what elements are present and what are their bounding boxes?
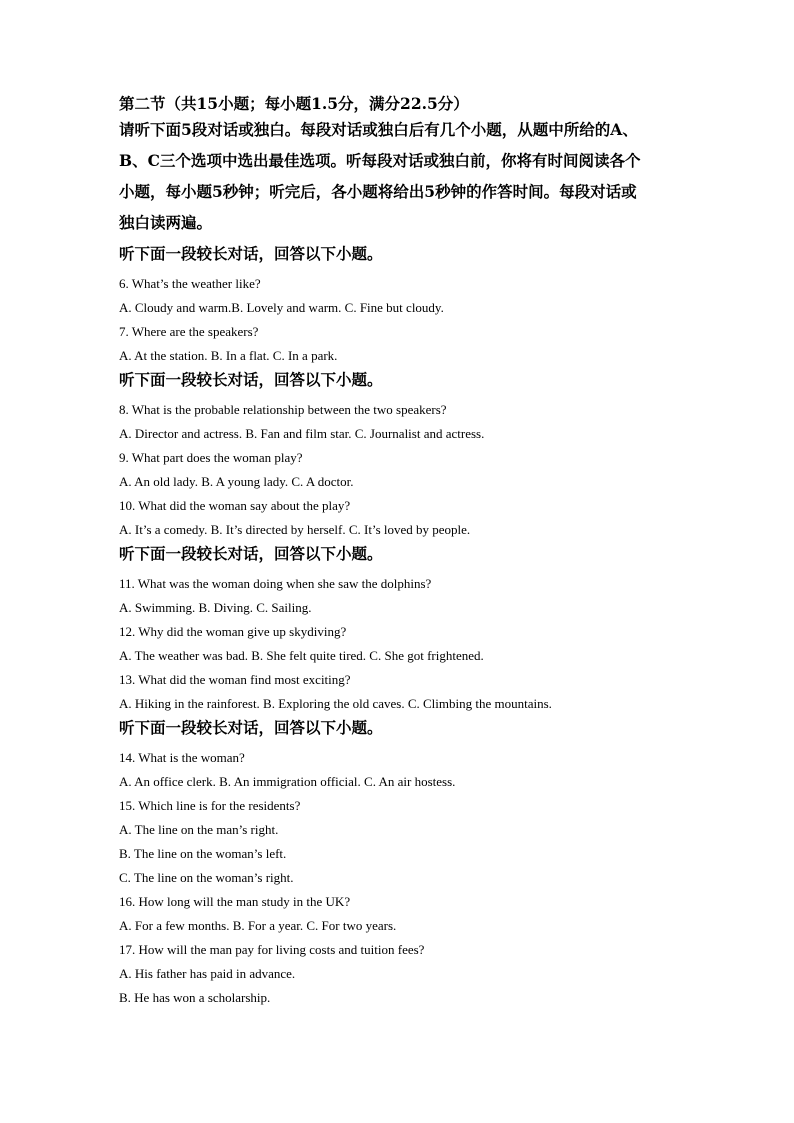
section-heading: 听下面一段较长对话，回答以下小题。 [119,544,383,563]
section-heading: 听下面一段较长对话，回答以下小题。 [119,370,383,389]
instructions [119,118,679,242]
section-title: 第二节（共15小题；每小题1.5分，满分22.5分） [119,94,469,113]
option-line: B. He has won a scholarship. [119,990,271,1005]
question-line: 9. What part does the woman play? [119,450,303,465]
question-line: 17. How will the man pay for living costs and tuition fees? [119,942,425,957]
options-line: A. Hiking in the rainforest. B. Exploring the old caves. C. Climbing the mountains. [119,696,552,711]
question-line: 6. What’s the weather like? [119,276,261,291]
question-line: 13. What did the woman find most exciting? [119,672,351,687]
dialogue-section-4 [119,716,679,1010]
options-line: A. For a few months. B. For a year. C. For two years. [119,918,397,933]
instruction-line: B、C三个选项中选出最佳选项。听每段对话或独白前，你将有时间阅读各个 [119,151,641,170]
dialogue-section-1 [119,242,679,368]
dialogue-section-2 [119,368,679,542]
options-line: A. Cloudy and warm.B. Lovely and warm. C. Fine but cloudy. [119,300,444,315]
options-line: A. Swimming. B. Diving. C. Sailing. [119,600,312,615]
question-line: 14. What is the woman? [119,750,245,765]
instruction-line: 独白读两遍。 [119,213,213,232]
options-line: A. An old lady. B. A young lady. C. A doctor. [119,474,354,489]
option-line: C. The line on the woman’s right. [119,870,294,885]
question-line: 10. What did the woman say about the play? [119,498,351,513]
question-line: 7. Where are the speakers? [119,324,259,339]
question-line: 12. Why did the woman give up skydiving? [119,624,347,639]
question-line: 11. What was the woman doing when she saw the dolphins? [119,576,432,591]
option-line: B. The line on the woman’s left. [119,846,287,861]
question-line: 16. How long will the man study in the UK? [119,894,351,909]
options-line: A. The weather was bad. B. She felt quite tired. C. She got frightened. [119,648,484,663]
options-line: A. It’s a comedy. B. It’s directed by herself. C. It’s loved by people. [119,522,471,537]
option-line: A. His father has paid in advance. [119,966,296,981]
section-heading: 听下面一段较长对话，回答以下小题。 [119,718,383,737]
document-content [119,92,679,1010]
question-line: 15. Which line is for the residents? [119,798,301,813]
instruction-line: 小题，每小题5秒钟；听完后，各小题将给出5秒钟的作答时间。每段对话或 [119,182,637,201]
dialogue-section-3 [119,542,679,716]
section-heading: 听下面一段较长对话，回答以下小题。 [119,244,383,263]
option-line: A. The line on the man’s right. [119,822,279,837]
question-line: 8. What is the probable relationship between the two speakers? [119,402,447,417]
options-line: A. At the station. B. In a flat. C. In a park. [119,348,338,363]
options-line: A. Director and actress. B. Fan and film star. C. Journalist and actress. [119,426,485,441]
instruction-line: 请听下面5段对话或独白。每段对话或独白后有几个小题，从题中所给的A、 [119,120,638,139]
options-line: A. An office clerk. B. An immigration official. C. An air hostess. [119,774,456,789]
